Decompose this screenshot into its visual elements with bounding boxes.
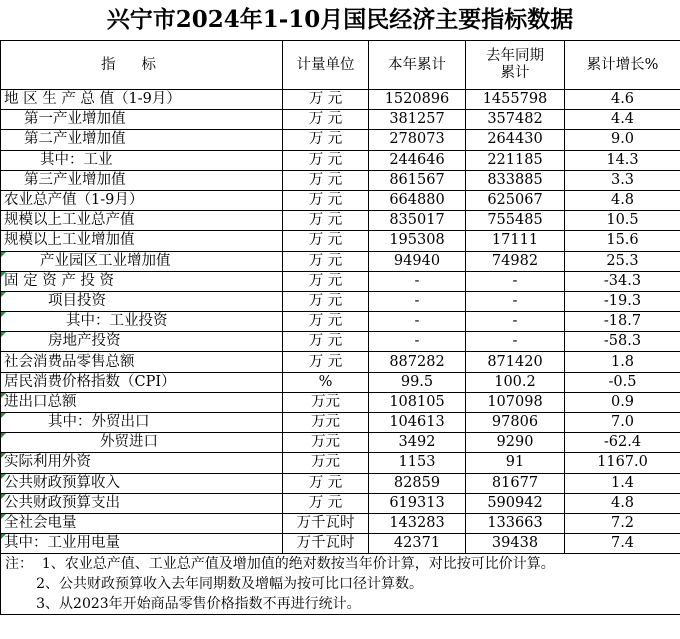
current-value-cell [369,513,466,533]
unit-text: 万元 [311,414,340,431]
unit-cell [283,534,369,554]
note-text: 注： 1、农业总产值、工业总产值及增加值的绝对数按当年价计算，对比按可比价计算。 [1,554,680,575]
growth-text: 7.4 [610,535,635,552]
indicator-name-cell [1,433,283,453]
unit-text: 万 元 [308,494,343,511]
unit-cell [283,291,369,311]
growth-cell [565,150,680,170]
green-triangle-icon [1,332,6,337]
current-value-text: 104613 [389,414,445,431]
growth-text: 3.3 [610,171,635,188]
table-row [1,150,680,170]
growth-text: -18.7 [603,313,642,330]
current-value-cell [369,332,466,352]
indicator-name-cell [1,352,283,372]
last-year-value-text: 97806 [491,414,539,431]
indicator-name-text: 第一产业增加值 [24,111,126,128]
table-row [1,392,680,412]
growth-text: 4.8 [610,192,635,209]
table-row [1,170,680,190]
growth-cell [565,251,680,271]
current-value-text: 1153 [398,454,436,471]
page-title: 兴宁市2024年1-10月国民经济主要指标数据 [106,6,574,33]
growth-text: 25.3 [606,252,639,269]
growth-cell [565,110,680,130]
green-triangle-icon [1,292,6,297]
table-row [1,534,680,554]
unit-cell [283,413,369,433]
growth-text: -62.4 [603,434,642,451]
current-value-cell [369,473,466,493]
growth-cell [565,332,680,352]
current-value-text: 381257 [389,111,445,128]
indicator-name-cell [1,291,283,311]
indicator-name-text: 其中：工业 [40,151,113,168]
growth-cell [565,90,680,110]
unit-cell [283,513,369,533]
header-unit: 计量单位 [283,41,369,90]
unit-cell [283,493,369,513]
indicator-name-text: 产业园区工业增加值 [40,252,171,269]
indicator-name-text: 农业总产值（1-9月） [4,192,144,209]
growth-cell [565,453,680,473]
indicator-name-text: 固 定 资 产 投 资 [4,272,115,289]
last-year-value-cell [466,90,565,110]
green-triangle-icon [1,494,6,499]
last-year-value-text: 221185 [487,151,543,168]
green-triangle-icon [1,312,6,317]
current-value-cell [369,231,466,251]
unit-text: 万 元 [308,111,343,128]
current-value-cell [369,130,466,150]
current-value-cell [369,413,466,433]
growth-text: 4.4 [610,111,635,128]
last-year-value-cell [466,150,565,170]
current-value-cell [369,190,466,210]
green-triangle-icon [1,534,6,539]
indicator-name-text: 社会消费品零售总额 [4,353,135,370]
green-triangle-icon [1,272,6,277]
indicator-name-text: 全社会电量 [4,515,77,532]
last-year-value-cell [466,130,565,150]
indicator-name-cell [1,473,283,493]
unit-text: 万 元 [308,171,343,188]
current-value-cell [369,251,466,271]
indicator-name-cell [1,453,283,473]
last-year-value-text: 357482 [487,111,543,128]
unit-cell [283,372,369,392]
indicator-name-cell [1,130,283,150]
green-triangle-icon [1,474,6,479]
unit-cell [283,312,369,332]
table-row [1,110,680,130]
last-year-value-cell [466,211,565,231]
green-triangle-icon [1,252,6,257]
current-value-text: 861567 [389,171,445,188]
current-value-cell [369,493,466,513]
unit-cell [283,251,369,271]
unit-cell [283,110,369,130]
note-text: 3、从2023年开始商品零售价格指数不再进行统计。 [1,594,680,615]
header-last-year-line1: 去年同期 [486,48,544,64]
indicator-name-cell [1,534,283,554]
indicator-name-text: 进出口总额 [4,393,77,410]
indicator-table [0,40,680,615]
table-row [1,251,680,271]
current-value-text: 82859 [393,474,441,491]
indicator-name-cell [1,150,283,170]
table-row [1,332,680,352]
indicator-name-cell [1,211,283,231]
indicator-name-cell [1,392,283,412]
last-year-value-text: 590942 [487,494,543,511]
indicator-name-cell [1,170,283,190]
table-row [1,493,680,513]
indicator-name-text: 其中：工业用电量 [4,535,120,552]
indicator-name-cell [1,251,283,271]
unit-text: 万 元 [308,252,343,269]
growth-cell [565,534,680,554]
unit-cell [283,130,369,150]
unit-text: 万 元 [308,353,343,370]
green-triangle-icon [1,514,6,519]
last-year-value-text: - [512,313,518,330]
header-current: 本年累计 [369,41,466,90]
growth-cell [565,271,680,291]
growth-cell [565,392,680,412]
indicator-name-text: 规模以上工业增加值 [4,232,135,249]
current-value-text: - [414,313,420,330]
growth-cell [565,170,680,190]
indicator-name-text: 项目投资 [48,292,106,309]
unit-text: 万 元 [308,474,343,491]
last-year-value-cell [466,392,565,412]
growth-text: 10.5 [606,212,639,229]
current-value-text: 3492 [398,434,436,451]
table-header-row [1,41,680,90]
unit-text: 万 元 [308,212,343,229]
indicator-name-text: 房地产投资 [48,333,121,350]
last-year-value-cell [466,352,565,372]
current-value-cell [369,453,466,473]
growth-text: 4.8 [610,494,635,511]
indicator-name-text: 公共财政预算支出 [4,494,120,511]
growth-cell [565,190,680,210]
last-year-value-text: 17111 [491,232,539,249]
unit-text: 万元 [311,393,340,410]
unit-text: 万 元 [308,151,343,168]
last-year-value-text: 100.2 [494,373,536,390]
unit-cell [283,90,369,110]
growth-cell [565,493,680,513]
unit-text: 万 元 [308,292,343,309]
table-row [1,231,680,251]
indicator-name-text: 实际利用外资 [4,454,91,471]
last-year-value-cell [466,493,565,513]
unit-text: 万元 [311,434,340,451]
growth-text: 9.0 [610,131,635,148]
growth-text: -34.3 [603,272,642,289]
last-year-value-cell [466,291,565,311]
last-year-value-text: 755485 [487,212,543,229]
last-year-value-text: 81677 [491,474,539,491]
last-year-value-cell [466,271,565,291]
last-year-value-text: 625067 [487,192,543,209]
growth-cell [565,513,680,533]
growth-cell [565,352,680,372]
current-value-cell [369,291,466,311]
current-value-text: - [414,292,420,309]
growth-cell [565,413,680,433]
table-row [1,513,680,533]
current-value-text: - [414,333,420,350]
indicator-name-cell [1,271,283,291]
current-value-cell [369,312,466,332]
table-row [1,211,680,231]
green-triangle-icon [1,433,6,438]
indicator-name-text: 公共财政预算收入 [4,474,120,491]
indicator-name-cell [1,372,283,392]
indicator-name-text: 第三产业增加值 [24,171,126,188]
indicator-name-text: 第二产业增加值 [24,131,126,148]
current-value-cell [369,352,466,372]
growth-text: 0.9 [610,393,635,410]
last-year-value-text: 1455798 [482,91,548,108]
current-value-cell [369,211,466,231]
current-value-text: 887282 [389,353,445,370]
unit-text: 万元 [311,454,340,471]
indicator-name-text: 地 区 生 产 总 值（1-9月） [4,91,181,108]
current-value-text: 94940 [393,252,441,269]
indicator-name-cell [1,110,283,130]
growth-cell [565,312,680,332]
table-row [1,291,680,311]
header-last-year [466,41,565,90]
last-year-value-cell [466,513,565,533]
header-indicator: 指标 [1,41,283,90]
last-year-value-text: 91 [505,454,525,471]
current-value-text: 195308 [389,232,445,249]
current-value-text: 664880 [389,192,445,209]
header-last-year-line2: 累计 [500,65,530,81]
table-row [1,312,680,332]
last-year-value-cell [466,473,565,493]
growth-text: 7.0 [610,414,635,431]
last-year-value-text: 9290 [496,434,534,451]
unit-cell [283,150,369,170]
indicator-name-cell [1,513,283,533]
current-value-text: - [414,272,420,289]
unit-text: 万千瓦时 [296,535,355,552]
current-value-text: 99.5 [400,373,434,390]
table-row [1,453,680,473]
current-value-cell [369,534,466,554]
current-value-text: 278073 [389,131,445,148]
unit-cell [283,473,369,493]
unit-text: 万 元 [308,131,343,148]
note-row [1,574,680,594]
indicator-name-text: 其中：外贸出口 [48,414,150,431]
last-year-value-text: 833885 [487,171,543,188]
indicator-name-cell [1,90,283,110]
current-value-text: 108105 [389,393,445,410]
current-value-cell [369,271,466,291]
current-value-text: 244646 [389,151,445,168]
unit-cell [283,453,369,473]
current-value-cell [369,170,466,190]
table-row [1,473,680,493]
indicator-name-cell [1,332,283,352]
unit-text: 万 元 [308,192,343,209]
indicator-name-text: 规模以上工业总产值 [4,212,135,229]
last-year-value-cell [466,534,565,554]
last-year-value-cell [466,332,565,352]
note-text: 2、公共财政预算收入去年同期数及增幅为按可比口径计算数。 [1,574,680,594]
current-value-cell [369,392,466,412]
unit-text: % [318,373,333,390]
indicator-name-text: 外贸进口 [100,434,158,451]
last-year-value-cell [466,433,565,453]
growth-text: 1.8 [610,353,635,370]
green-triangle-icon [1,453,6,458]
current-value-cell [369,433,466,453]
current-value-text: 143283 [389,515,445,532]
growth-text: 14.3 [606,151,639,168]
last-year-value-text: - [512,333,518,350]
unit-text: 万 元 [308,313,343,330]
last-year-value-cell [466,453,565,473]
note-row [1,594,680,615]
indicator-name-cell [1,231,283,251]
last-year-value-text: 39438 [491,535,539,552]
indicator-name-text: 居民消费价格指数（CPI） [4,373,176,390]
unit-text: 万 元 [308,232,343,249]
last-year-value-text: 133663 [487,515,543,532]
unit-cell [283,332,369,352]
last-year-value-text: 107098 [487,393,543,410]
current-value-cell [369,110,466,130]
table-row [1,433,680,453]
unit-text: 万千瓦时 [296,515,355,532]
header-growth: 累计增长% [565,41,680,90]
table-row [1,90,680,110]
unit-cell [283,231,369,251]
growth-text: -58.3 [603,333,642,350]
last-year-value-text: 871420 [487,353,543,370]
last-year-value-cell [466,372,565,392]
table-row [1,190,680,210]
last-year-value-text: - [512,272,518,289]
unit-text: 万 元 [308,91,343,108]
growth-cell [565,130,680,150]
indicator-name-cell [1,493,283,513]
note-row [1,554,680,575]
current-value-text: 619313 [389,494,445,511]
last-year-value-cell [466,110,565,130]
growth-cell [565,473,680,493]
growth-text: -0.5 [608,373,637,390]
unit-cell [283,392,369,412]
last-year-value-text: 264430 [487,131,543,148]
last-year-value-cell [466,413,565,433]
last-year-value-cell [466,251,565,271]
unit-cell [283,190,369,210]
green-triangle-icon [1,413,6,418]
last-year-value-text: 74982 [491,252,539,269]
unit-cell [283,433,369,453]
growth-cell [565,291,680,311]
current-value-text: 42371 [393,535,441,552]
last-year-value-cell [466,170,565,190]
table-row [1,271,680,291]
growth-text: 1.4 [610,474,635,491]
table-row [1,352,680,372]
unit-text: 万 元 [308,333,343,350]
green-triangle-icon [1,393,6,398]
growth-text: 4.6 [610,91,635,108]
unit-cell [283,170,369,190]
growth-text: 7.2 [610,515,635,532]
table-row [1,413,680,433]
current-value-text: 835017 [389,212,445,229]
growth-text: -19.3 [603,292,642,309]
growth-cell [565,231,680,251]
growth-cell [565,372,680,392]
unit-text: 万 元 [308,272,343,289]
indicator-name-text: 其中：工业投资 [66,313,168,330]
growth-text: 15.6 [606,232,639,249]
last-year-value-text: - [512,292,518,309]
unit-cell [283,352,369,372]
indicator-name-cell [1,190,283,210]
unit-cell [283,211,369,231]
last-year-value-cell [466,190,565,210]
last-year-value-cell [466,231,565,251]
current-value-cell [369,150,466,170]
growth-cell [565,211,680,231]
current-value-text: 1520896 [384,91,450,108]
table-row [1,372,680,392]
indicator-name-cell [1,413,283,433]
current-value-cell [369,372,466,392]
indicator-name-cell [1,312,283,332]
growth-cell [565,433,680,453]
current-value-cell [369,90,466,110]
table-row [1,130,680,150]
growth-text: 1167.0 [597,454,648,471]
unit-cell [283,271,369,291]
last-year-value-cell [466,312,565,332]
